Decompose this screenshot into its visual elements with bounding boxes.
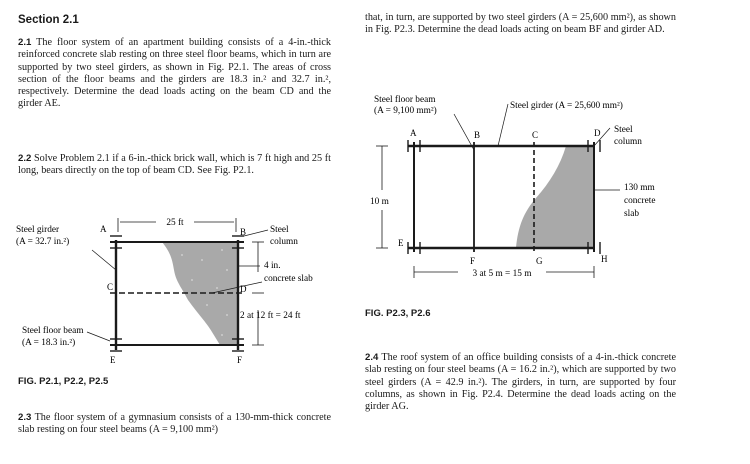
point-H: H [601,254,608,264]
point-E: E [110,355,116,365]
column-label: Steel [270,225,289,235]
concrete-slab [516,146,594,248]
point-D: D [594,128,601,138]
problem-text: Solve Problem 2.1 if a 6-in.-thick brick wall, which is 7 ft high and 25 ft long, bears directly on the top of beam CD. See Fig. P2.1. [18,153,331,177]
point-F: F [237,355,243,365]
girder-label: Steel girder (A = 25,600 mm²) [510,101,623,111]
slab-thickness-label: 130 mm [624,183,655,193]
span-width-label: 25 ft [166,218,184,228]
beam-label: Steel floor beam [374,95,436,105]
section-title: Section 2.1 [18,14,79,26]
girder-area-label: (A = 32.7 in.²) [16,237,70,247]
figure-p2-1 [12,210,342,395]
figure-p2-3 [358,86,688,296]
problem-text: The floor system of an apartment building consists of a 4-in.-thick reinforced concrete slab resting on three steel floor beams, which in turn are supported by two steel girders, as shown in Fig. P2.1. The areas of cross section of the floor beams and the girders are 18.3 in.² and 32.7 in.², respectively. Determine the dead loads acting on the beam CD and the girder AE. [18,37,331,110]
point-C: C [107,282,114,292]
slab-material-label: concrete slab [264,274,313,284]
height-label: 10 m [370,197,389,207]
problem-number: 2.4 [365,352,379,363]
point-C: C [532,130,539,140]
point-D: D [240,284,247,294]
spacing-label: 3 at 5 m = 15 m [472,269,532,279]
slab-label: slab [624,209,639,219]
spacing-label: 2 at 12 ft = 24 ft [240,311,301,321]
point-B: B [474,130,481,140]
girder-label: Steel girder [16,225,60,235]
point-E: E [398,238,404,248]
figure-caption-p2-1: FIG. P2.1, P2.2, P2.5 [18,376,109,387]
column-label: Steel [614,125,633,135]
figure-caption-p2-3: FIG. P2.3, P2.6 [365,308,431,319]
slab-material-label: concrete [624,196,656,206]
problem-number: 2.3 [18,412,32,423]
point-A: A [410,128,417,138]
column-label-2: column [270,237,298,247]
point-A: A [100,224,107,234]
column-label-2: column [614,137,642,147]
problem-text: The floor system of a gymnasium consists of a 130-mm-thick concrete slab resting on four steel beams (A = 9,100 mm²) [18,412,331,436]
problem-2-1 [18,37,331,111]
point-B: B [240,227,247,237]
slab-thickness-label: 4 in. [264,261,281,271]
problem-text: The roof system of an office building consists of a 4-in.-thick concrete slab resting on four steel beams (A = 16.2 in.²), which are supported by two steel girders (A = 42.9 in.²). The girders, in turn, are supported by four columns, as shown in Fig. P2.4. Determine the dead loads acting on the girder AG. [365,352,676,413]
problem-2-2 [18,153,331,178]
problem-2-3 [18,412,331,437]
beam-label: Steel floor beam [22,326,84,336]
spacing-dimension [252,242,264,345]
point-G: G [536,256,543,266]
problem-2-3-continued: that, in turn, are supported by two steel girders (A = 25,600 mm²), as shown in Fig. P2.3. Determine the dead loads acting on beam BF and girder AD. [365,12,676,36]
problem-number: 2.1 [18,37,32,48]
point-F: F [470,256,476,266]
problem-2-4 [365,352,676,413]
problem-number: 2.2 [18,153,32,164]
beam-area-label: (A = 18.3 in.²) [22,338,76,348]
beam-area-label: (A = 9,100 mm²) [374,106,437,116]
